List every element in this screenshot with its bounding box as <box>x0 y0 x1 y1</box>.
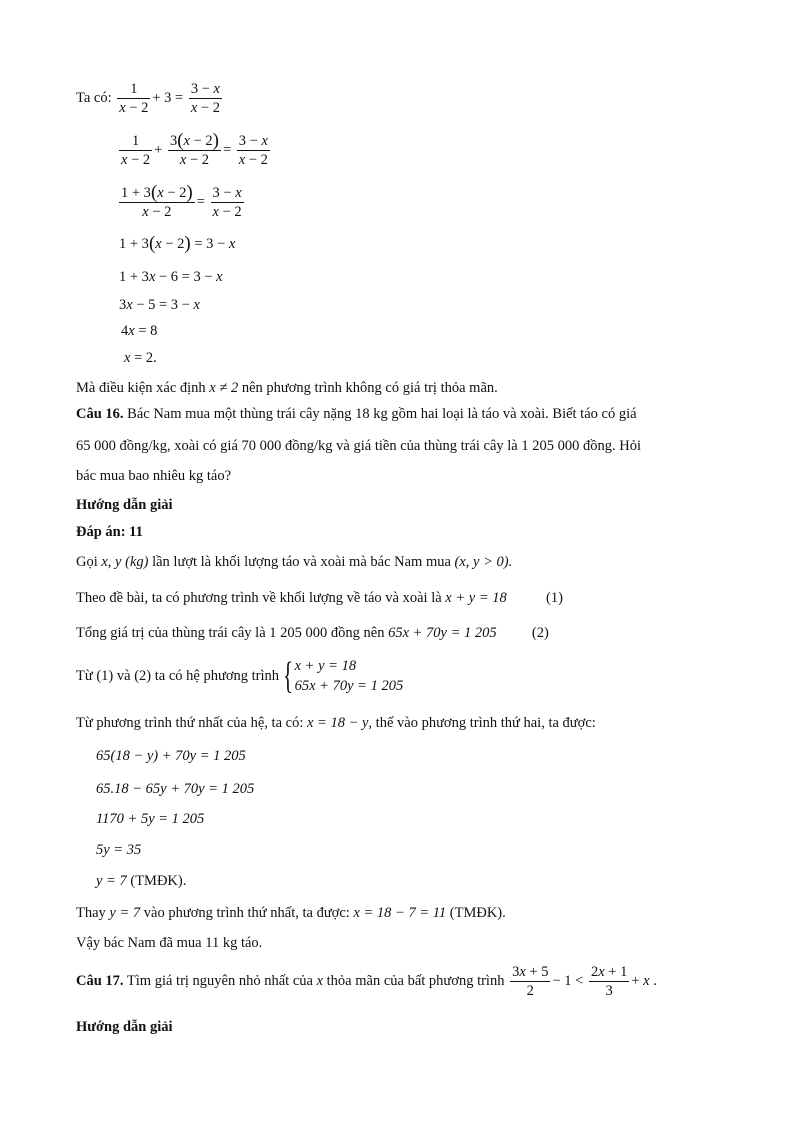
q16-statement-1: Câu 16. Bác Nam mua một thùng trái cây nặng 18 kg gồm hai loại là táo và xoài. Biết táo có giá <box>76 406 637 422</box>
q16-substitute: Từ phương trình thứ nhất của hệ, ta có: x = 18 − y, thế vào phương trình thứ hai, ta được: <box>76 715 596 731</box>
fraction: $\frac{3 - x}{x - 2}$ <box>212 185 242 220</box>
q15-conclusion: Mà điều kiện xác định x ≠ 2 nên phương trình không có giá trị thỏa mãn. <box>76 380 498 396</box>
q16-statement-2: 65 000 đồng/kg, xoài có giá 70 000 đồng/kg và giá tiền của thùng trái cây là 1 205 000 đồng. Hỏi <box>76 438 641 454</box>
q16-statement-3: bác mua bao nhiêu kg táo? <box>76 468 232 484</box>
fraction: $\frac{3(x - 2)}{x - 2}$ <box>169 130 219 168</box>
q15-step: 1 + 3(x − 2) = 3 − x <box>119 233 236 254</box>
q16-step: 65.18 − 65y + 70y = 1 205 <box>96 781 255 797</box>
q15-step: 3x − 5 = 3 − x <box>119 297 200 313</box>
fraction: $\frac{1}{x - 2}$ <box>121 133 151 168</box>
q16-final: Vậy bác Nam đã mua 11 kg táo. <box>76 935 263 951</box>
q15-step: x = 2. <box>124 350 157 366</box>
q16-answer: Đáp án: 11 <box>76 524 143 540</box>
q15-step: 1 + 3x − 6 = 3 − x <box>119 269 223 285</box>
q15-step: 4x = 8 <box>121 323 158 339</box>
fraction: $\frac{3 - x}{x - 2}$ <box>190 81 220 116</box>
fraction: $\frac{3x + 5}{2}$ <box>512 964 549 999</box>
q16-step: 1170 + 5y = 1 205 <box>96 811 205 827</box>
fraction: $\frac{1 + 3(x - 2)}{x - 2}$ <box>121 182 193 220</box>
equation-system: { x + y = 18 65x + 70y = 1 205 <box>282 655 404 697</box>
fraction: $\frac{1}{x - 2}$ <box>119 81 149 116</box>
q16-step: y = 7 (TMĐK). <box>96 873 187 889</box>
q17-statement: Câu 17. Tìm giá trị nguyên nhỏ nhất của x thỏa mãn của bất phương trình $\frac{3x + 5}{2}$ − 1 < $\frac{2x + 1}{3}$ + x . <box>76 964 657 999</box>
q16-guide-heading: Hướng dẫn giải <box>76 497 173 513</box>
q16-step: 65(18 − y) + 70y = 1 205 <box>96 748 246 764</box>
q16-thay: Thay y = 7 vào phương trình thứ nhất, ta được: x = 18 − 7 = 11 (TMĐK). <box>76 905 506 921</box>
q17-guide-heading: Hướng dẫn giải <box>76 1019 173 1035</box>
fraction: $\frac{2x + 1}{3}$ <box>590 964 628 999</box>
q15-line-3: $\frac{1 + 3(x - 2)}{x - 2}$ = $\frac{3 - x}{x - 2}$ <box>121 182 242 220</box>
fraction: $\frac{3 - x}{x - 2}$ <box>238 133 268 168</box>
q15-line-2: $\frac{1}{x - 2}$ + $\frac{3(x - 2)}{x - 2}$ = $\frac{3 - x}{x - 2}$ <box>121 130 268 168</box>
q16-eq1-line: Theo đề bài, ta có phương trình về khối lượng về táo và xoài là x + y = 18 (1) <box>76 590 563 606</box>
q16-step: 5y = 35 <box>96 842 142 858</box>
q16-let: Gọi x, y (kg) lần lượt là khối lượng táo và xoài mà bác Nam mua (x, y > 0). <box>76 554 513 570</box>
q15-line-1: Ta có: $\frac{1}{x - 2}$ + 3 = $\frac{3 - x}{x - 2}$ <box>76 81 220 116</box>
q16-eq2-line: Tổng giá trị của thùng trái cây là 1 205 000 đồng nên 65x + 70y = 1 205 (2) <box>76 625 549 641</box>
q16-system-line: Từ (1) và (2) ta có hệ phương trình { x + y = 18 65x + 70y = 1 205 <box>76 655 404 697</box>
